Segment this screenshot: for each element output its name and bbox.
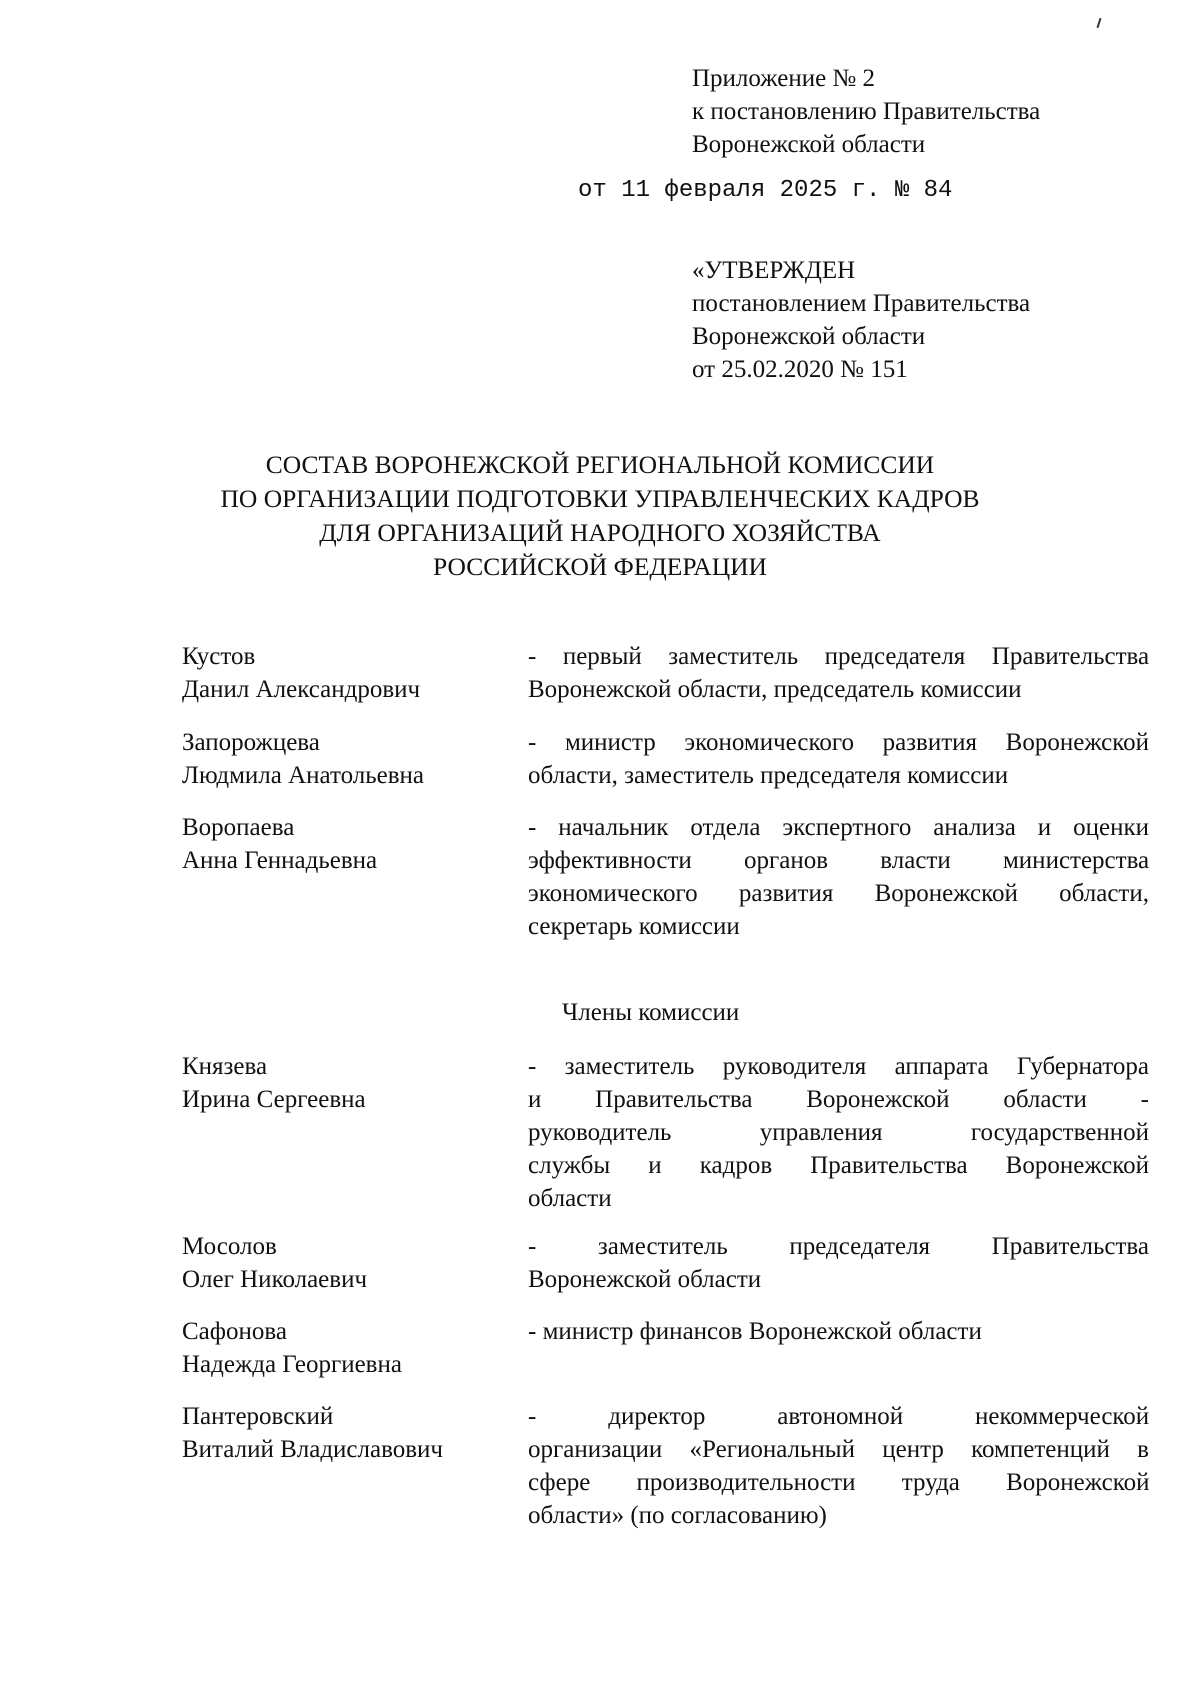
member-surname: Князева: [182, 1053, 268, 1080]
member-given-name: Людмила Анатольевна: [182, 762, 425, 789]
document-title: [180, 448, 1020, 584]
role-line: сфере производительности труда Воронежской: [528, 1469, 1150, 1496]
scan-mark: [1097, 18, 1102, 28]
role-line: и Правительства Воронежской области -: [528, 1086, 1149, 1113]
appendix-number: Приложение № 2: [692, 65, 876, 92]
member-role: [528, 811, 1149, 943]
appendix-resolution: к постановлению Правительства: [692, 98, 1041, 125]
title-line: РОССИЙСКОЙ ФЕДЕРАЦИИ: [433, 552, 767, 581]
appendix-region: Воронежской области: [692, 131, 926, 158]
title-line: ДЛЯ ОРГАНИЗАЦИЙ НАРОДНОГО ХОЗЯЙСТВА: [319, 518, 881, 547]
role-line: - первый заместитель председателя Правительства: [528, 643, 1150, 670]
member-name: [182, 1050, 512, 1116]
member-given-name: Виталий Владиславович: [182, 1436, 443, 1463]
role-line: экономического развития Воронежской области,: [528, 880, 1149, 907]
role-line: Воронежской области, председатель комиссии: [528, 676, 1022, 703]
role-line: области, заместитель председателя комиссии: [528, 762, 1009, 789]
member-name: [182, 811, 512, 877]
member-name: [182, 640, 512, 706]
role-line: службы и кадров Правительства Воронежской: [528, 1152, 1149, 1179]
role-line: - директор автономной некоммерческой: [528, 1403, 1150, 1430]
member-role: [528, 1230, 1149, 1296]
role-line: - заместитель руководителя аппарата Губернатора: [528, 1053, 1149, 1080]
member-name: [182, 726, 512, 792]
member-given-name: Данил Александрович: [182, 676, 421, 703]
role-line: - начальник отдела экспертного анализа и оценки: [528, 814, 1149, 841]
member-surname: Воропаева: [182, 814, 295, 841]
approved-date: от 25.02.2020 № 151: [692, 356, 908, 383]
role-line: - министр финансов Воронежской области: [528, 1318, 982, 1345]
appendix-header: [692, 62, 1040, 161]
member-name: [182, 1400, 512, 1466]
role-line: области» (по согласованию): [528, 1502, 827, 1529]
approved-region: Воронежской области: [692, 323, 926, 350]
role-line: руководитель управления государственной: [528, 1119, 1149, 1146]
member-role: [528, 1400, 1149, 1532]
member-name: [182, 1230, 512, 1296]
title-line: СОСТАВ ВОРОНЕЖСКОЙ РЕГИОНАЛЬНОЙ КОМИССИИ: [265, 450, 935, 479]
member-surname: Запорожцева: [182, 729, 320, 756]
role-line: - министр экономического развития Воронежской: [528, 729, 1149, 756]
member-name: [182, 1315, 512, 1381]
role-line: области: [528, 1185, 612, 1212]
member-role: [528, 640, 1149, 706]
approved-label: «УТВЕРЖДЕН: [692, 257, 856, 284]
approved-by: постановлением Правительства: [692, 290, 1031, 317]
member-role: [528, 726, 1149, 792]
member-given-name: Надежда Георгиевна: [182, 1351, 402, 1378]
member-given-name: Олег Николаевич: [182, 1266, 368, 1293]
role-line: - заместитель председателя Правительства: [528, 1233, 1149, 1260]
approved-block: [692, 254, 1030, 386]
member-role: [528, 1315, 1149, 1348]
members-heading: [562, 996, 739, 1029]
member-given-name: Ирина Сергеевна: [182, 1086, 366, 1113]
role-line: секретарь комиссии: [528, 913, 740, 940]
member-surname: Кустов: [182, 643, 256, 670]
member-surname: Сафонова: [182, 1318, 287, 1345]
members-heading-text: Члены комиссии: [562, 999, 740, 1026]
appendix-date: [578, 174, 952, 207]
member-given-name: Анна Геннадьевна: [182, 847, 378, 874]
member-role: [528, 1050, 1149, 1215]
role-line: Воронежской области: [528, 1266, 762, 1293]
member-surname: Пантеровский: [182, 1403, 334, 1430]
role-line: организации «Региональный центр компетенций в: [528, 1436, 1149, 1463]
title-line: ПО ОРГАНИЗАЦИИ ПОДГОТОВКИ УПРАВЛЕНЧЕСКИХ КАДРОВ: [220, 484, 980, 513]
member-surname: Мосолов: [182, 1233, 277, 1260]
appendix-date-line: от 11 февраля 2025 г. № 84: [578, 177, 953, 204]
role-line: эффективности органов власти министерства: [528, 847, 1150, 874]
